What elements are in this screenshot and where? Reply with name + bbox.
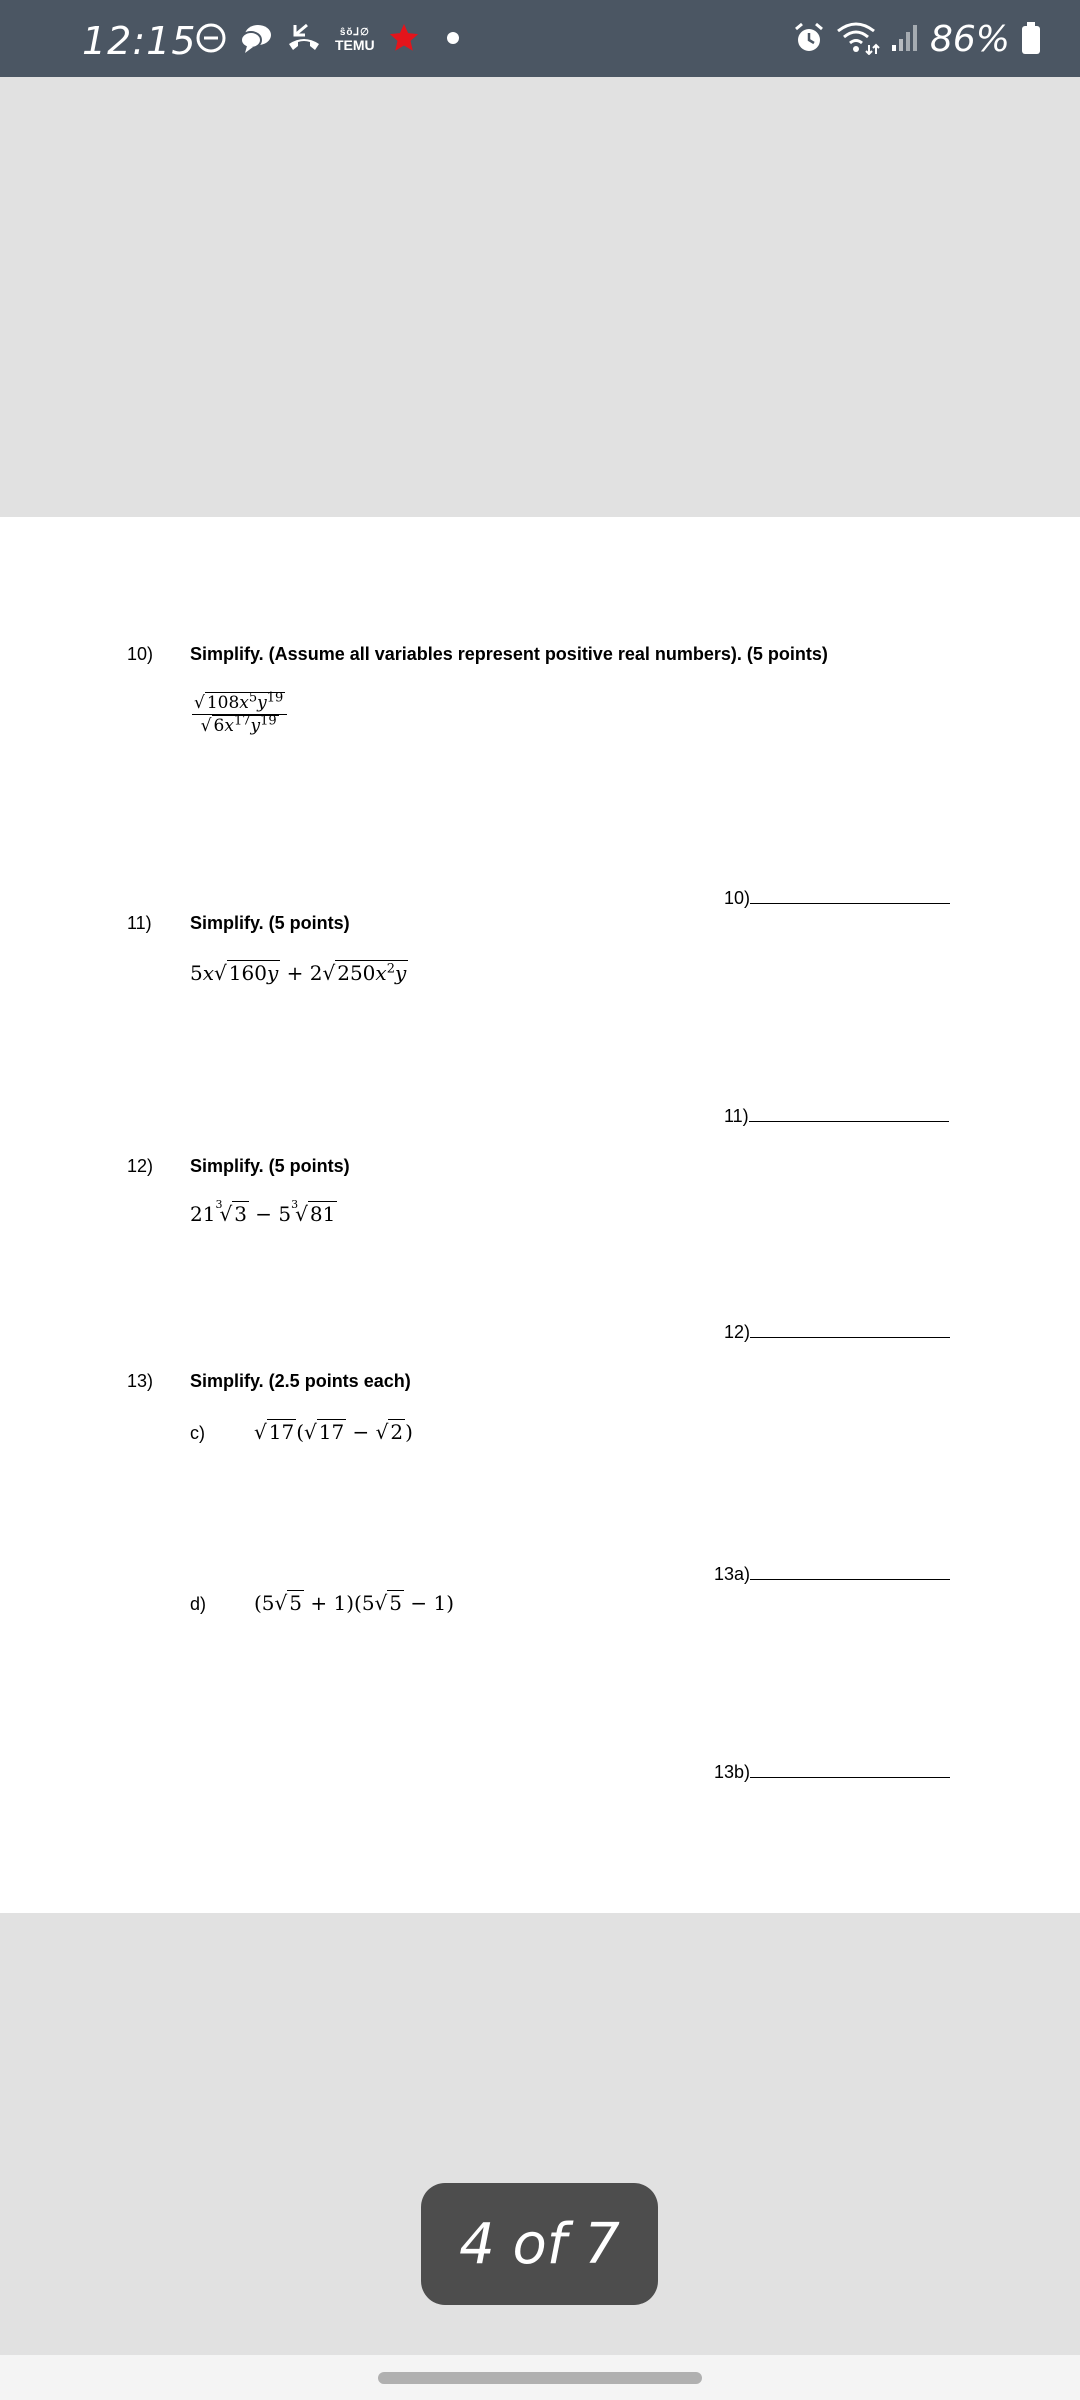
answer-label-10: 10) bbox=[724, 888, 751, 908]
question-13c-expression: √ 17 (√ 17 − √ 2 ) bbox=[254, 1420, 413, 1444]
answer-label-12: 12) bbox=[724, 1322, 751, 1342]
more-notifications-dot-icon bbox=[433, 31, 463, 50]
question-12-number: 12) bbox=[127, 1156, 154, 1176]
system-icons bbox=[792, 19, 1042, 60]
page-indicator: 4 of 7 bbox=[421, 2183, 658, 2305]
signal-icon bbox=[890, 23, 920, 58]
answer-line-13b[interactable] bbox=[714, 1762, 950, 1783]
answer-line-12[interactable] bbox=[724, 1322, 950, 1343]
notification-icons bbox=[195, 22, 463, 58]
question-10-title: Simplify. (Assume all variables represent positive real numbers). (5 points) bbox=[190, 644, 828, 664]
question-10-number: 10) bbox=[127, 644, 154, 664]
chat-bubble-icon bbox=[239, 22, 273, 59]
answer-label-11: 11) bbox=[724, 1106, 749, 1126]
missed-call-icon bbox=[285, 22, 323, 59]
question-12-title: Simplify. (5 points) bbox=[190, 1156, 350, 1176]
document-page bbox=[0, 517, 1080, 1913]
status-time: 12:15 bbox=[82, 19, 197, 63]
question-13-title: Simplify. (2.5 points each) bbox=[190, 1371, 411, 1391]
answer-line-11[interactable] bbox=[724, 1106, 949, 1127]
question-13-number: 13) bbox=[127, 1371, 154, 1391]
do-not-disturb-icon bbox=[195, 22, 227, 59]
question-10-expression: $\frac{√ 108x^5y^{19}}{√ 6x^{17}y^{19}}$ bbox=[192, 693, 287, 736]
wifi-icon bbox=[836, 21, 880, 60]
alarm-icon bbox=[792, 21, 826, 60]
answer-label-13b: 13b) bbox=[714, 1762, 751, 1782]
temu-app-icon: ŝŏ⅃∅ TEMU bbox=[335, 27, 375, 53]
question-11-expression: 5x√ 160y + 2√ $250x^2y$ bbox=[190, 961, 407, 985]
answer-label-13a: 13a) bbox=[714, 1564, 751, 1584]
answer-line-10[interactable] bbox=[724, 888, 950, 909]
question-11-title: Simplify. (5 points) bbox=[190, 913, 350, 933]
question-11-number: 11) bbox=[127, 913, 152, 933]
home-gesture-handle[interactable] bbox=[378, 2372, 702, 2384]
question-13d-expression: (5√ 5 + 1)(5√ 5 − 1) bbox=[254, 1591, 455, 1615]
answer-line-13a[interactable] bbox=[714, 1564, 950, 1585]
question-13c-label: c) bbox=[190, 1423, 205, 1443]
status-bar bbox=[0, 0, 1080, 77]
battery-percent: 86% bbox=[929, 19, 1010, 60]
question-13d-label: d) bbox=[190, 1594, 207, 1614]
question-12-expression: $21^3√$ $3 - 5^3√$ 81 bbox=[190, 1198, 336, 1226]
battery-icon bbox=[1020, 21, 1042, 60]
star-icon bbox=[387, 21, 421, 60]
